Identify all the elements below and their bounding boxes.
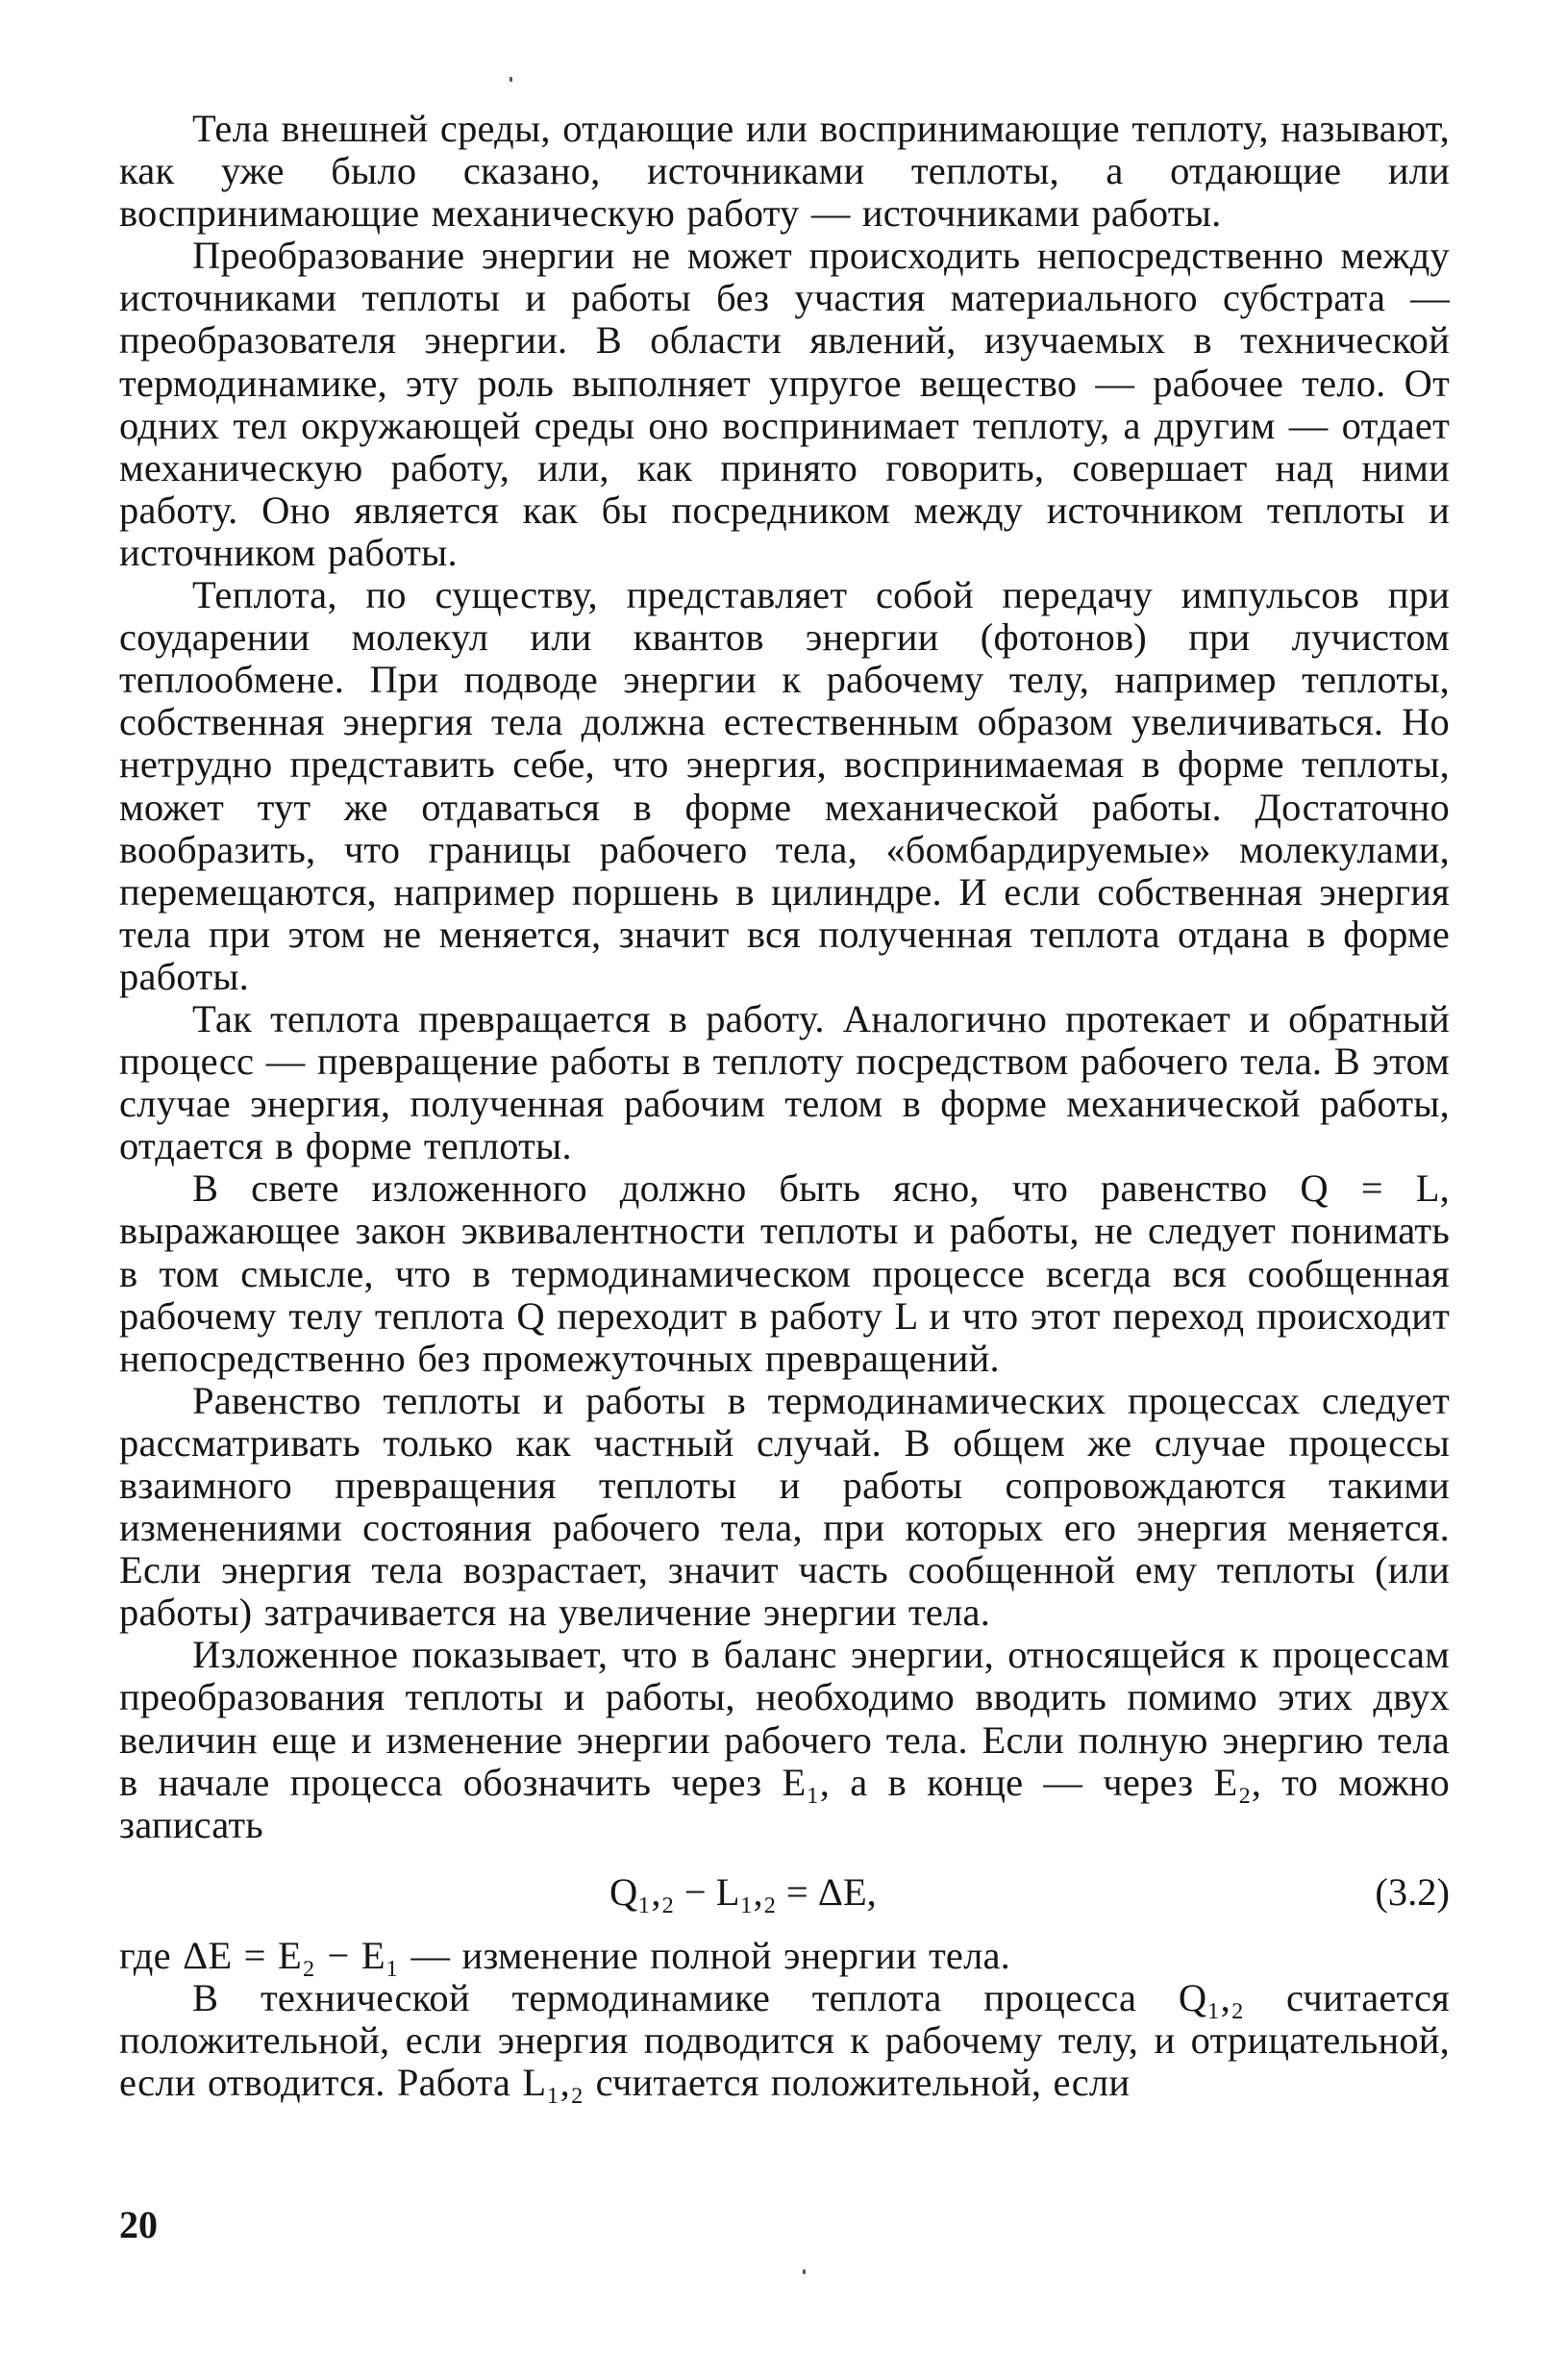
paragraph-7: Изложенное показывает, что в баланс энергии, относящейся к процессам преобразования теплоты и работы, необходимо вводить помимо этих двух величин еще и изменение энергии рабочего тела. Если полную энергию тела в начале процесса обозначить через E₁, а в конце — через E₂, то можно записать	[119, 1633, 1450, 1846]
equation-explanation: где ΔE = E₂ − E₁ — изменение полной энергии тела.	[119, 1933, 1011, 1977]
scan-speck	[510, 77, 512, 82]
paragraph-3: Теплота, по существу, представляет собой передачу импульсов при соударении молекул или квантов энергии (фотонов) при лучистом теплообмене. При подводе энергии к рабочему телу, например теплоты, собственная энергия тела должна естественным образом увеличиваться. Но нетрудно представить себе, что энергия, воспринимаемая в форме теплоты, может тут же отдаваться в форме механической работы. Достаточно вообразить, что границы рабочего тела, «бомбардируемые» молекулами, перемещаются, например поршень в цилиндре. И если собственная энергия тела при этом не меняется, значит вся полученная теплота отдана в форме работы.	[119, 573, 1450, 998]
paragraph-4: Так теплота превращается в работу. Аналогично протекает и обратный процесс — превращение работы в теплоту посредством рабочего тела. В этом случае энергия, полученная рабочим телом в форме механической работы, отдается в форме теплоты.	[119, 996, 1450, 1168]
paragraph-5: В свете изложенного должно быть ясно, что равенство Q = L, выражающее закон эквивалентности теплоты и работы, не следует понимать в том смысле, что в термодинамическом процессе всегда вся сообщенная рабочему телу теплота Q переходит в работу L и что этот переход происходит непосредственно без промежуточных превращений.	[119, 1166, 1450, 1380]
page-number: 20	[119, 2203, 158, 2246]
equation-line	[119, 1850, 1450, 1935]
scan-speck	[803, 2269, 806, 2274]
page-body	[119, 108, 1450, 2104]
paragraph-2: Преобразование энергии не может происходить непосредственно между источниками теплоты и работы без участия материального субстрата — преобразователя энергии. В области явлений, изучаемых в технической термодинамике, эту роль выполняет упругое вещество — рабочее тело. От одних тел окружающей среды оно воспринимает теплоту, а другим — отдает механическую работу, или, как принято говорить, совершает над ними работу. Оно является как бы посредником между источником теплоты и источником работы.	[119, 234, 1450, 574]
paragraph-1: Тела внешней среды, отдающие или воспринимающие теплоту, называют, как уже было сказано, источниками теплоты, а отдающие или воспринимающие механическую работу — источниками работы.	[119, 107, 1450, 236]
paragraph-8: В технической термодинамике теплота процесса Q₁,₂ считается положительной, если энергия подводится к рабочему телу, и отрицательной, если отводится. Работа L₁,₂ считается положительной, если	[119, 1975, 1450, 2105]
paragraph-6: Равенство теплоты и работы в термодинамических процессах следует рассматривать только как частный случай. В общем же случае процессы взаимного превращения теплоты и работы сопровождаются такими изменениями состояния рабочего тела, при которых его энергия меняется. Если энергия тела возрастает, значит часть сообщенной ему теплоты (или работы) затрачивается на увеличение энергии тела.	[119, 1378, 1450, 1635]
equation-formula: Q₁,₂ − L₁,₂ = ΔE,	[609, 1869, 877, 1914]
equation-number: (3.2)	[1375, 1869, 1450, 1914]
